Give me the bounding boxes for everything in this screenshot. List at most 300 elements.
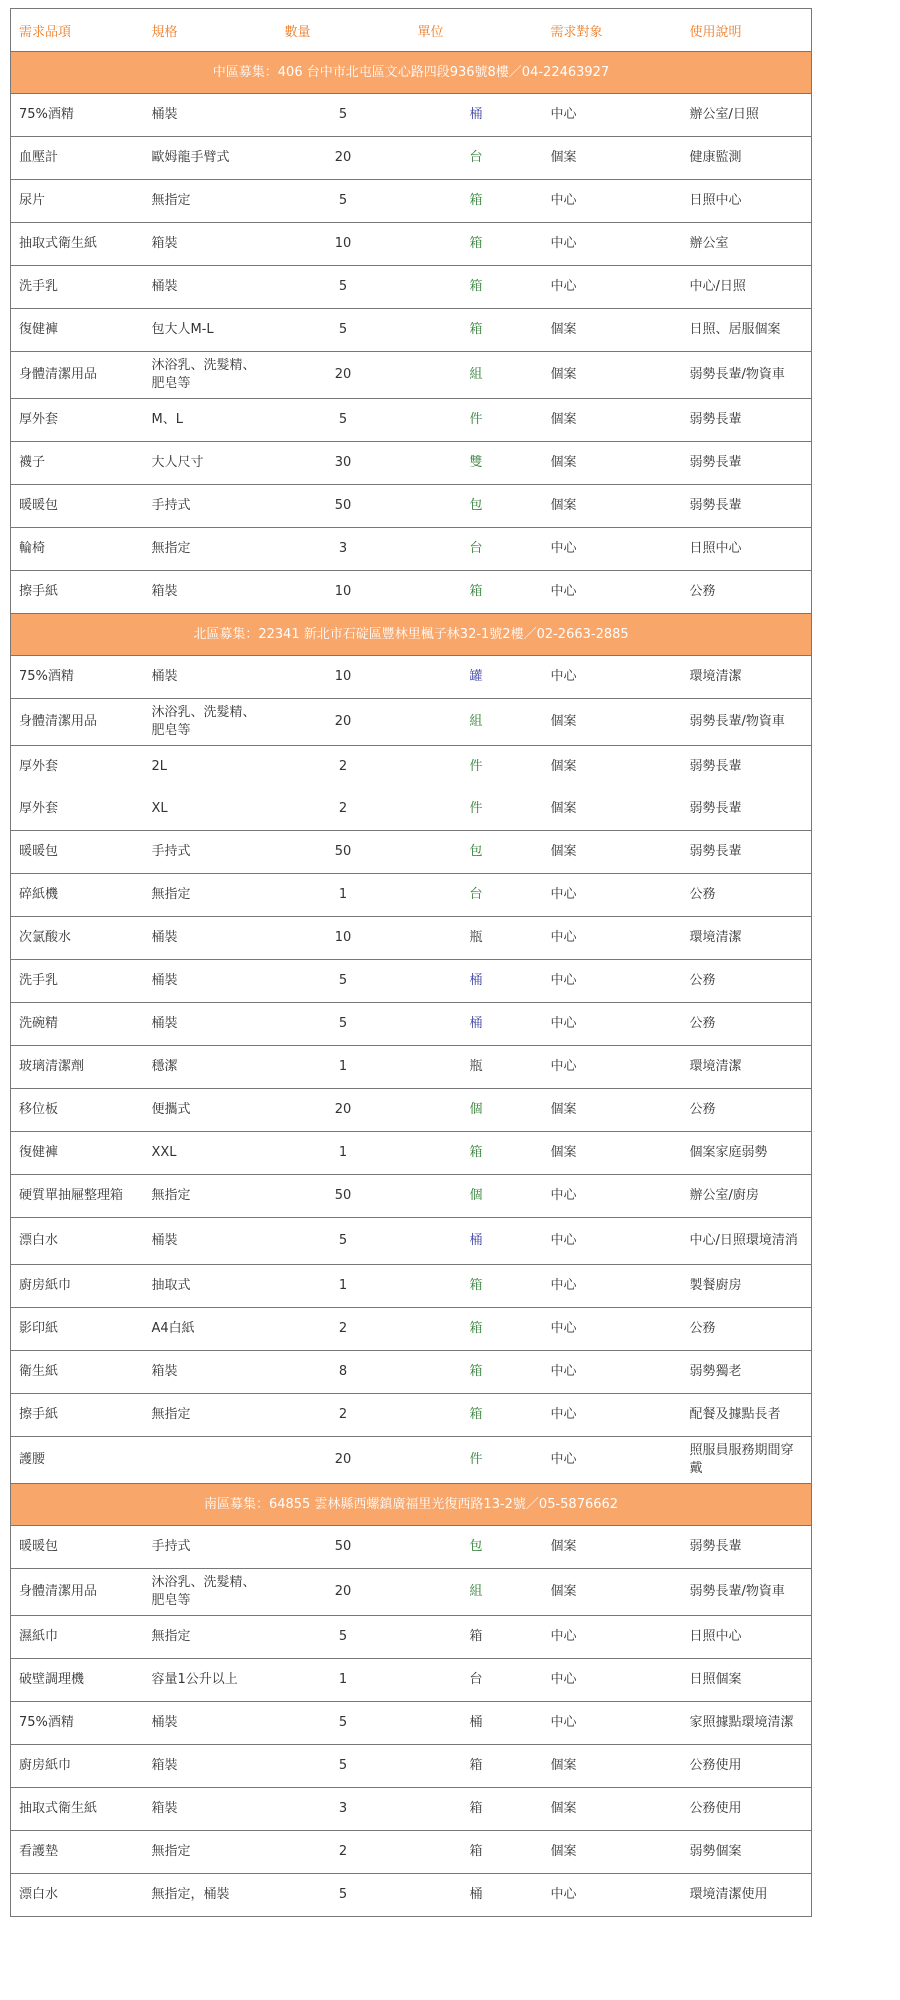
cell-spec [144, 1526, 277, 1569]
table-row [11, 1394, 812, 1437]
cell-desc [682, 699, 812, 746]
cell-target: 個案 [543, 485, 682, 528]
cell-spec [144, 94, 277, 137]
cell-item: 玻璃清潔劑 [11, 1046, 144, 1089]
cell-unit: 箱 [410, 1265, 543, 1308]
cell-qty: 50 [277, 831, 410, 874]
cell-target: 個案 [550, 801, 577, 816]
cell-item: 身體清潔用品 [11, 352, 144, 399]
cell-item: 衛生紙 [11, 1351, 144, 1394]
spec-text: 桶裝 [151, 1233, 178, 1248]
cell-item: 厚外套 [19, 801, 59, 816]
cell-unit: 個 [410, 1175, 543, 1218]
cell-qty: 20 [277, 137, 410, 180]
table-row [11, 352, 812, 399]
desc-text: 公務 [689, 1321, 716, 1336]
cell-desc [682, 1265, 812, 1308]
cell-qty: 2 [338, 801, 348, 816]
cell-item: 復健褲 [11, 1132, 144, 1175]
spec-text: 2L [151, 759, 168, 774]
desc-text: 個案家庭弱勢 [689, 1145, 768, 1160]
cell-target: 中心 [543, 1003, 682, 1046]
header-row [11, 9, 812, 52]
cell-spec [144, 1569, 277, 1616]
cell-item: 漂白水 [11, 1218, 144, 1265]
cell-item: 硬質單抽屜整理箱 [11, 1175, 144, 1218]
table-row [11, 571, 812, 614]
table-row [11, 137, 812, 180]
cell-spec [144, 1265, 277, 1308]
cell-desc [682, 571, 812, 614]
desc-text: 配餐及據點長者 [689, 1407, 781, 1422]
cell-spec [144, 1788, 277, 1831]
cell-spec [144, 917, 277, 960]
cell-desc [682, 309, 812, 352]
desc-text: 照服員服務期間穿戴 [689, 1443, 794, 1476]
cell-spec [144, 571, 277, 614]
spec-text: 箱裝 [151, 1758, 178, 1773]
desc-text: 日照中心 [689, 541, 742, 556]
cell-spec [144, 831, 277, 874]
cell-item: 碎紙機 [11, 874, 144, 917]
cell-target: 中心 [543, 94, 682, 137]
cell-qty: 5 [277, 1745, 410, 1788]
desc-text: 公務使用 [689, 1801, 742, 1816]
cell-unit: 件 [469, 801, 483, 816]
cell-item: 暖暖包 [11, 831, 144, 874]
cell-qty: 1 [277, 1132, 410, 1175]
cell-target: 個案 [543, 1788, 682, 1831]
spec-text: 抽取式 [151, 1278, 191, 1293]
table-row [11, 223, 812, 266]
cell-qty: 20 [277, 352, 410, 399]
cell-unit: 包 [410, 1526, 543, 1569]
cell-desc [682, 1132, 812, 1175]
desc-text: 弱勢長輩/物資車 [689, 1584, 785, 1599]
cell-target: 中心 [543, 960, 682, 1003]
cell-unit: 箱 [410, 180, 543, 223]
cell-desc [682, 960, 812, 1003]
cell-item: 次氯酸水 [11, 917, 144, 960]
cell-item: 洗碗精 [11, 1003, 144, 1046]
table-row [11, 485, 812, 528]
table-row [11, 1089, 812, 1132]
cell-desc [682, 1218, 812, 1265]
cell-target: 中心 [543, 656, 682, 699]
cell-item: 移位板 [11, 1089, 144, 1132]
cell-target: 個案 [543, 399, 682, 442]
cell-target: 中心 [543, 1394, 682, 1437]
cell-target: 中心 [543, 1437, 682, 1484]
cell-unit: 瓶 [410, 1046, 543, 1089]
cell-desc [682, 1308, 812, 1351]
cell-spec [144, 1003, 277, 1046]
cell-target: 中心 [543, 1659, 682, 1702]
cell-spec [144, 485, 277, 528]
cell-desc [682, 442, 812, 485]
donation-needs-table [10, 8, 812, 1917]
cell-target: 中心 [543, 1874, 682, 1917]
cell-unit: 桶 [410, 1003, 543, 1046]
table-row [11, 399, 812, 442]
table-row [11, 1218, 812, 1265]
spec-text: M、L [151, 412, 183, 427]
desc-text: 弱勢長輩 [689, 1539, 742, 1554]
table-row [11, 1616, 812, 1659]
cell-item: 抽取式衛生紙 [11, 1788, 144, 1831]
desc-text: 弱勢個案 [689, 1844, 742, 1859]
section-title: 中區募集：406 台中市北屯區文心路四段936號8樓／04-22463927 [11, 52, 812, 94]
cell-unit: 箱 [410, 1394, 543, 1437]
cell-spec [144, 1702, 277, 1745]
cell-unit: 箱 [410, 309, 543, 352]
desc-text: 公務 [689, 1016, 716, 1031]
section-header-row [11, 1484, 812, 1526]
cell-desc [682, 831, 812, 874]
cell-spec [144, 266, 277, 309]
spec-text: XXL [151, 1145, 177, 1160]
cell-item: 護腰 [11, 1437, 144, 1484]
cell-qty: 50 [277, 1175, 410, 1218]
spec-text: 箱裝 [151, 1801, 178, 1816]
cell-spec [144, 399, 277, 442]
cell-unit: 瓶 [410, 917, 543, 960]
cell-item: 廚房紙巾 [11, 1745, 144, 1788]
cell-unit: 箱 [410, 223, 543, 266]
spec-text: 箱裝 [151, 236, 178, 251]
cell-desc [682, 746, 812, 789]
desc-text: 弱勢長輩 [689, 759, 742, 774]
table-row [11, 309, 812, 352]
cell-unit: 台 [410, 874, 543, 917]
table-row [11, 528, 812, 571]
cell-desc [682, 1745, 812, 1788]
spec-text: 手持式 [151, 1539, 191, 1554]
cell-target: 中心 [543, 180, 682, 223]
cell-qty: 5 [277, 180, 410, 223]
cell-target: 中心 [543, 1218, 682, 1265]
cell-desc [682, 266, 812, 309]
cell-qty: 10 [277, 917, 410, 960]
cell-item: 廚房紙巾 [11, 1265, 144, 1308]
cell-unit: 件 [410, 399, 543, 442]
cell-spec [144, 788, 277, 831]
spec-text: A4白紙 [151, 1321, 195, 1336]
section-title: 北區募集：22341 新北市石碇區豐林里楓子林32-1號2樓／02-2663-2885 [11, 614, 812, 656]
spec-text: 沐浴乳、洗髮精、肥皂等 [151, 705, 256, 738]
cell-desc [682, 874, 812, 917]
cell-qty: 2 [277, 1308, 410, 1351]
cell-item: 擦手紙 [11, 1394, 144, 1437]
spec-text: 桶裝 [151, 930, 178, 945]
cell-qty: 5 [277, 1702, 410, 1745]
table-row [11, 1745, 812, 1788]
desc-text: 弱勢長輩 [689, 455, 742, 470]
cell-unit: 箱 [410, 1308, 543, 1351]
spec-text: 包大人M-L [151, 322, 214, 337]
cell-desc [682, 1437, 812, 1484]
cell-spec [144, 180, 277, 223]
cell-unit: 桶 [410, 1874, 543, 1917]
table-row [11, 1046, 812, 1089]
cell-item: 看護墊 [11, 1831, 144, 1874]
header-desc: 使用說明 [682, 9, 812, 52]
cell-target: 中心 [543, 874, 682, 917]
cell-unit: 箱 [410, 266, 543, 309]
cell-target: 個案 [543, 746, 682, 789]
spec-text: 桶裝 [151, 973, 178, 988]
cell-item: 75%酒精 [11, 656, 144, 699]
cell-unit: 組 [410, 699, 543, 746]
header-item: 需求品項 [11, 9, 144, 52]
cell-spec [144, 656, 277, 699]
cell-item: 濕紙巾 [11, 1616, 144, 1659]
spec-text: 桶裝 [151, 279, 178, 294]
desc-text: 公務使用 [689, 1758, 742, 1773]
cell-item: 洗手乳 [11, 266, 144, 309]
desc-text: 製餐廚房 [689, 1278, 742, 1293]
spec-text: 無指定 [151, 1844, 191, 1859]
cell-target: 中心 [543, 266, 682, 309]
cell-item: 漂白水 [11, 1874, 144, 1917]
cell-spec [144, 1089, 277, 1132]
cell-qty: 3 [277, 1788, 410, 1831]
cell-desc [682, 352, 812, 399]
cell-desc [682, 1788, 812, 1831]
cell-qty: 2 [277, 1394, 410, 1437]
cell-qty: 5 [277, 1003, 410, 1046]
spec-text: 箱裝 [151, 584, 178, 599]
spec-text: 容量1公升以上 [151, 1672, 238, 1687]
cell-qty: 20 [277, 699, 410, 746]
desc-text: 環境清潔 [689, 930, 742, 945]
table-row [11, 1175, 812, 1218]
cell-spec [144, 699, 277, 746]
desc-text: 弱勢獨老 [689, 1364, 742, 1379]
cell-unit: 包 [410, 485, 543, 528]
spec-text: 無指定，桶裝 [151, 1887, 230, 1902]
section-header-row [11, 614, 812, 656]
desc-text: 辦公室 [689, 236, 729, 251]
cell-spec [144, 1175, 277, 1218]
cell-spec [144, 746, 277, 789]
spec-text: 無指定 [151, 541, 191, 556]
cell-desc [682, 485, 812, 528]
spec-text: 桶裝 [151, 1715, 178, 1730]
cell-item: 襪子 [11, 442, 144, 485]
cell-desc [682, 1702, 812, 1745]
desc-text: 弱勢長輩 [689, 844, 742, 859]
table-row [11, 656, 812, 699]
table-row [11, 788, 812, 831]
cell-qty: 50 [277, 1526, 410, 1569]
cell-spec [144, 1874, 277, 1917]
cell-unit: 箱 [410, 1132, 543, 1175]
cell-unit: 箱 [410, 1616, 543, 1659]
cell-target: 個案 [543, 1526, 682, 1569]
cell-unit: 桶 [410, 94, 543, 137]
cell-qty: 20 [277, 1089, 410, 1132]
cell-item: 厚外套 [11, 746, 144, 789]
cell-spec [144, 1616, 277, 1659]
cell-spec [144, 874, 277, 917]
cell-target: 個案 [543, 1831, 682, 1874]
cell-item: 輪椅 [11, 528, 144, 571]
table-row [11, 874, 812, 917]
cell-spec [144, 1745, 277, 1788]
cell-desc [682, 94, 812, 137]
table-row [11, 1526, 812, 1569]
header-spec: 規格 [144, 9, 277, 52]
table-row [11, 1132, 812, 1175]
desc-text: 日照個案 [689, 1672, 742, 1687]
cell-item: 血壓計 [11, 137, 144, 180]
spec-text: 無指定 [151, 887, 191, 902]
desc-text: 弱勢長輩/物資車 [689, 714, 785, 729]
desc-text: 日照、居服個案 [689, 322, 781, 337]
cell-spec [144, 137, 277, 180]
cell-target: 個案 [543, 1745, 682, 1788]
cell-unit: 組 [410, 352, 543, 399]
cell-qty: 5 [277, 1218, 410, 1265]
cell-desc [682, 788, 812, 831]
cell-target: 個案 [543, 1089, 682, 1132]
cell-unit: 箱 [410, 1831, 543, 1874]
cell-target: 中心 [543, 1308, 682, 1351]
section-title: 南區募集：64855 雲林縣西螺鎮廣福里光復西路13-2號／05-5876662 [11, 1484, 812, 1526]
spec-text: 無指定 [151, 1188, 191, 1203]
cell-unit: 桶 [410, 960, 543, 1003]
table-row [11, 1265, 812, 1308]
cell-target: 中心 [543, 1351, 682, 1394]
cell-unit: 箱 [410, 571, 543, 614]
cell-item: 尿片 [11, 180, 144, 223]
desc-text: 環境清潔 [689, 669, 742, 684]
desc-text: 辦公室/廚房 [689, 1188, 759, 1203]
cell-desc [682, 1089, 812, 1132]
cell-unit: 罐 [410, 656, 543, 699]
cell-desc [682, 1616, 812, 1659]
desc-text: 公務 [689, 973, 716, 988]
cell-qty: 30 [277, 442, 410, 485]
table-row [11, 180, 812, 223]
cell-unit: 雙 [410, 442, 543, 485]
cell-item: 復健褲 [11, 309, 144, 352]
table-row [11, 1702, 812, 1745]
cell-target: 中心 [543, 1046, 682, 1089]
cell-item: 75%酒精 [11, 1702, 144, 1745]
cell-unit: 件 [410, 746, 543, 789]
table-row [11, 960, 812, 1003]
table-header [11, 9, 812, 52]
cell-item: 暖暖包 [11, 1526, 144, 1569]
desc-text: 環境清潔使用 [689, 1887, 768, 1902]
desc-text: 健康監測 [689, 150, 742, 165]
section-header-row [11, 52, 812, 94]
cell-unit: 包 [410, 831, 543, 874]
table-row [11, 917, 812, 960]
cell-desc [682, 917, 812, 960]
desc-text: 公務 [689, 887, 716, 902]
cell-qty: 1 [277, 1265, 410, 1308]
cell-spec [144, 352, 277, 399]
cell-item: 影印紙 [11, 1308, 144, 1351]
cell-desc [682, 1831, 812, 1874]
table-row [11, 1788, 812, 1831]
cell-qty: 3 [277, 528, 410, 571]
cell-desc [682, 1569, 812, 1616]
header-unit: 單位 [410, 9, 543, 52]
desc-text: 家照據點環境清潔 [689, 1715, 794, 1730]
cell-spec [144, 309, 277, 352]
table-row [11, 1437, 812, 1484]
cell-desc [682, 180, 812, 223]
cell-item: 洗手乳 [11, 960, 144, 1003]
desc-text: 環境清潔 [689, 1059, 742, 1074]
table-row [11, 94, 812, 137]
cell-item: 抽取式衛生紙 [11, 223, 144, 266]
cell-target: 中心 [543, 223, 682, 266]
cell-target: 個案 [543, 699, 682, 746]
cell-spec [144, 1831, 277, 1874]
table-row [11, 699, 812, 746]
cell-qty: 5 [277, 1874, 410, 1917]
table-row [11, 442, 812, 485]
cell-target: 個案 [543, 1569, 682, 1616]
spec-text: 沐浴乳、洗髮精、肥皂等 [151, 358, 256, 391]
cell-unit: 台 [410, 137, 543, 180]
cell-item: 破壁調理機 [11, 1659, 144, 1702]
table-row [11, 1351, 812, 1394]
cell-qty: 10 [277, 223, 410, 266]
table-row [11, 1831, 812, 1874]
cell-target: 個案 [543, 352, 682, 399]
spec-text: 手持式 [151, 498, 191, 513]
cell-qty: 8 [277, 1351, 410, 1394]
cell-item: 擦手紙 [11, 571, 144, 614]
desc-text: 日照中心 [689, 1629, 742, 1644]
cell-desc [682, 1175, 812, 1218]
table-row [11, 1659, 812, 1702]
cell-desc [682, 137, 812, 180]
cell-item: 身體清潔用品 [11, 1569, 144, 1616]
desc-text: 中心/日照環境清消 [689, 1233, 798, 1248]
cell-qty: 20 [277, 1569, 410, 1616]
cell-desc [682, 1659, 812, 1702]
cell-item: 厚外套 [11, 399, 144, 442]
spec-text: 手持式 [151, 844, 191, 859]
cell-spec [144, 1308, 277, 1351]
cell-spec [144, 1351, 277, 1394]
spec-text: 穩潔 [151, 1059, 178, 1074]
spec-text: 桶裝 [151, 669, 178, 684]
cell-qty: 10 [277, 571, 410, 614]
cell-spec [144, 1394, 277, 1437]
cell-desc [682, 1394, 812, 1437]
desc-text: 日照中心 [689, 193, 742, 208]
spec-text: 桶裝 [151, 1016, 178, 1031]
desc-text: 公務 [689, 1102, 716, 1117]
table-row [11, 266, 812, 309]
cell-unit: 箱 [410, 1351, 543, 1394]
cell-unit: 箱 [410, 1788, 543, 1831]
cell-qty: 10 [277, 656, 410, 699]
cell-target: 中心 [543, 1702, 682, 1745]
cell-item: 暖暖包 [11, 485, 144, 528]
cell-unit: 桶 [410, 1218, 543, 1265]
cell-desc [682, 1874, 812, 1917]
cell-qty: 1 [277, 1659, 410, 1702]
